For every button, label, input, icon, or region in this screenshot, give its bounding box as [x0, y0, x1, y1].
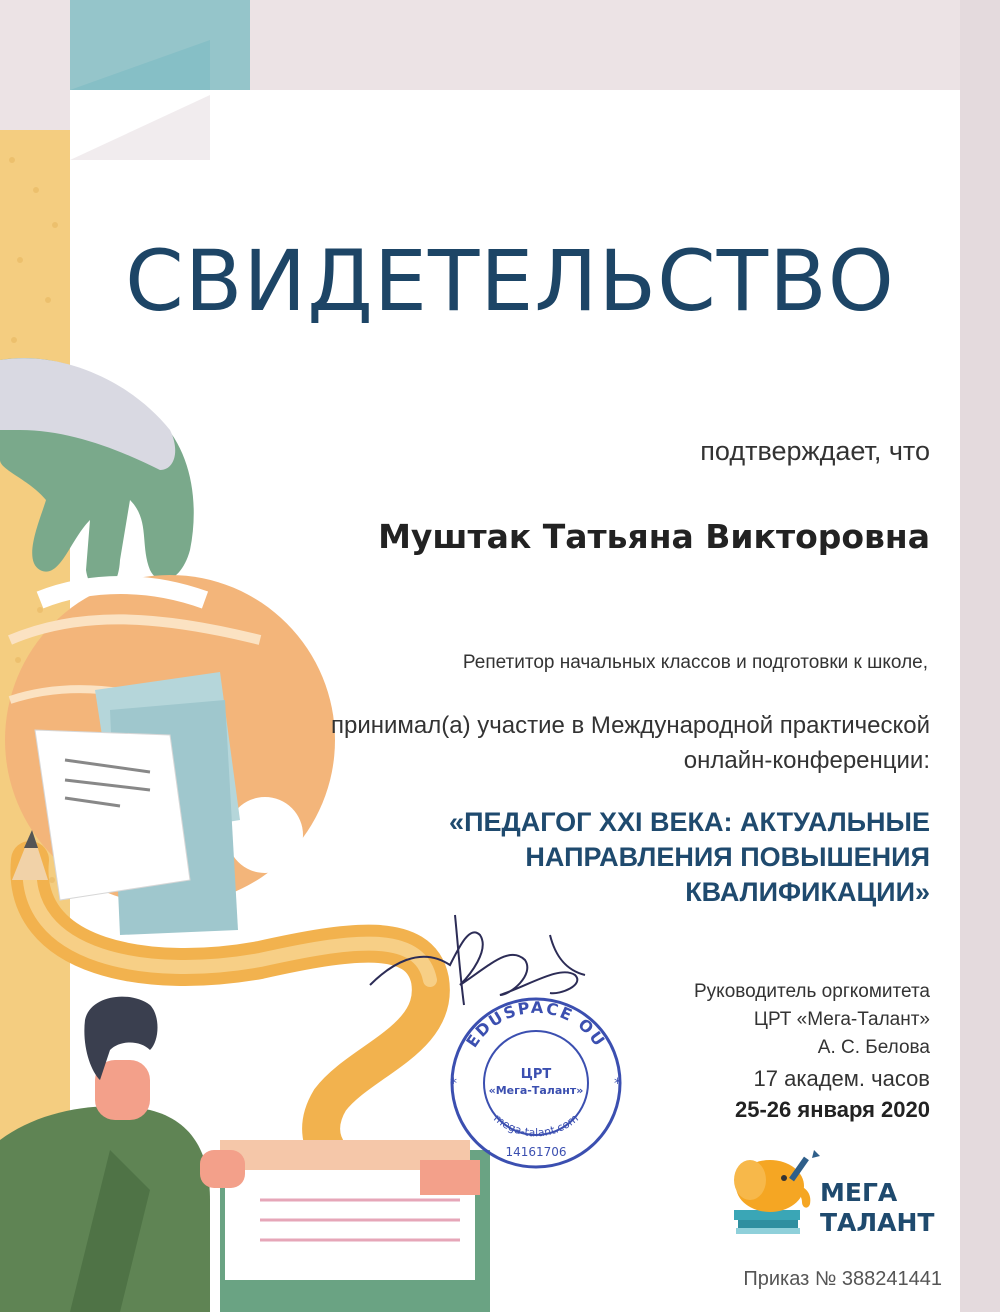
conference-title-line: НАПРАВЛЕНИЯ ПОВЫШЕНИЯ — [525, 842, 930, 872]
stamp-number: 14161706 — [505, 1145, 567, 1159]
certificate-title: СВИДЕТЕЛЬСТВО — [125, 232, 895, 330]
committee-head-block — [600, 978, 930, 1062]
confirms-text: подтверждает, что — [700, 436, 930, 466]
stamp-org-text: EDUSPACE OÜ — [462, 997, 610, 1051]
stamp-site-text: mega-talant.com — [491, 1111, 581, 1140]
stamp-center-line2: «Мега-Талант» — [488, 1084, 584, 1097]
head-name: А. С. Белова — [817, 1037, 930, 1058]
head-role: Руководитель оргкомитета — [694, 981, 930, 1002]
person-name: Муштак Татьяна Викторовна — [378, 517, 930, 556]
conference-title-line: «ПЕДАГОГ XXI ВЕКА: АКТУАЛЬНЫЕ — [449, 807, 930, 837]
mega-talant-logo — [820, 1178, 935, 1238]
academic-hours: 17 академ. часов — [753, 1066, 930, 1091]
person-position: Репетитор начальных классов и подготовки к школе, — [462, 652, 928, 673]
logo-line-1: МЕГА — [820, 1178, 898, 1207]
conference-title — [370, 805, 930, 910]
stamp-center-line1: ЦРТ — [520, 1067, 552, 1082]
svg-text:EDUSPACE OÜ — [462, 998, 609, 1051]
svg-text:*: * — [614, 1076, 621, 1092]
elephant-logo-icon — [726, 1150, 822, 1236]
conference-title-line: КВАЛИФИКАЦИИ» — [685, 877, 930, 907]
svg-text:mega-talant.com — [491, 1112, 581, 1140]
svg-text:*: * — [450, 1076, 457, 1092]
order-number: Приказ № 388241441 — [743, 1268, 942, 1290]
event-dates: 25-26 января 2020 — [734, 1097, 930, 1122]
participation-text: принимал(а) участие в Международной практической онлайн-конференции: — [330, 712, 930, 774]
head-organization: ЦРТ «Мега-Талант» — [753, 1009, 930, 1030]
logo-line-2: ТАЛАНТ — [820, 1208, 935, 1237]
